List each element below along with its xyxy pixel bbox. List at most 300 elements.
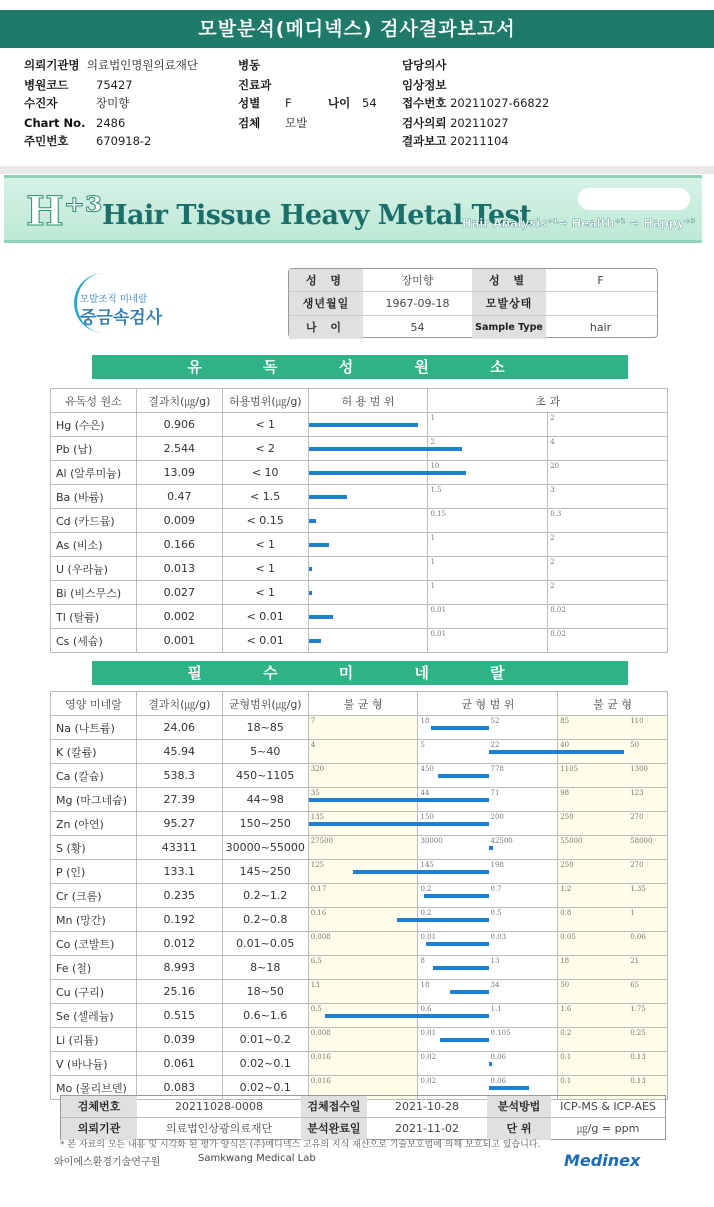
toxic-value: 2.544	[136, 437, 222, 461]
mineral-element: Cu (구리)	[51, 980, 137, 1004]
toxic-value: 0.906	[136, 413, 222, 437]
toxic-tick-2: 0.02	[550, 630, 566, 638]
mineral-value: 0.515	[136, 1004, 222, 1028]
rep-label: 결과보고	[402, 134, 447, 148]
mineral-tick: 18	[420, 981, 430, 989]
mineral-low-cell	[308, 764, 418, 788]
mineral-h-value: 결과치(㎍/g)	[136, 692, 222, 716]
mineral-row	[51, 956, 668, 980]
toxic-value: 0.027	[136, 581, 222, 605]
mineral-tick: 0.17	[310, 885, 327, 893]
toxic-excess-cell2	[548, 509, 668, 533]
mineral-tick: 50	[630, 741, 640, 749]
mineral-tick: 145	[420, 861, 434, 869]
mineral-tick: 13	[310, 981, 320, 989]
pt-dob: 1967-09-18	[385, 297, 450, 311]
mineral-tick: 0.1	[560, 1077, 572, 1085]
toxic-range: < 0.01	[222, 605, 308, 629]
mineral-low-cell	[308, 1004, 418, 1028]
samkwang-logo: Samkwang Medical Lab	[198, 1153, 316, 1164]
mineral-tick: 0.2	[560, 1029, 572, 1037]
toxic-allowed-cell	[308, 557, 428, 581]
toxic-excess-cell2	[548, 533, 668, 557]
mineral-tick: 0.02	[420, 1053, 437, 1061]
mineral-result-bar	[450, 990, 489, 994]
toxic-allowed-cell	[308, 413, 428, 437]
mineral-result-bar	[325, 1014, 489, 1018]
mineral-low-cell	[308, 1028, 418, 1052]
mineral-result-bar	[433, 966, 489, 970]
toxic-excess-cell2	[548, 581, 668, 605]
mineral-value: 0.012	[136, 932, 222, 956]
mineral-tick: 1.6	[560, 1005, 572, 1013]
mineral-high-cell	[558, 1028, 668, 1052]
mineral-row	[51, 1052, 668, 1076]
result-sheet	[2, 175, 702, 1190]
f-done-label: 분석완료일	[301, 1118, 367, 1140]
copyright-note: * 본 자료의 모든 내용 및 시각화 된 평가 양식은 (주)메디넥스 고유의 지식 재산으로 기술보호법에 의해 보호되고 있습니다.	[60, 1140, 541, 1150]
pt-type: hair	[589, 320, 612, 334]
mineral-element: Cr (크롬)	[51, 884, 137, 908]
toxic-range: < 1	[222, 557, 308, 581]
mineral-tick: 0.105	[490, 1029, 511, 1037]
mineral-range: 150~250	[222, 812, 308, 836]
mineral-table	[50, 691, 668, 1100]
toxic-element: Tl (탈륨)	[51, 605, 137, 629]
mineral-tick: 55000	[560, 837, 583, 845]
mineral-range: 0.01~0.05	[222, 932, 308, 956]
mineral-high-cell	[558, 956, 668, 980]
pt-state	[546, 292, 655, 314]
toxic-excess-cell2	[548, 485, 668, 509]
mineral-result-bar	[489, 1086, 529, 1090]
toxic-tick-2: 2	[550, 534, 555, 542]
toxic-range: < 10	[222, 461, 308, 485]
separator	[0, 166, 714, 174]
toxic-allowed-cell	[308, 485, 428, 509]
mineral-h-range: 균형범위(㎍/g)	[222, 692, 308, 716]
recv-value: 20211027-66822	[450, 96, 550, 110]
mineral-low-cell	[308, 932, 418, 956]
toxic-tick-2: 4	[550, 438, 555, 446]
toxic-h-element: 유독성 원소	[51, 389, 137, 413]
mineral-tick: 0.06	[490, 1077, 507, 1085]
mineral-tick: 30000	[420, 837, 443, 845]
toxic-excess-cell2	[548, 629, 668, 653]
toxic-element: Al (알루미늄)	[51, 461, 137, 485]
toxic-tick-1: 1.5	[430, 486, 442, 494]
mineral-result-bar	[438, 774, 489, 778]
mineral-tick: 125	[310, 861, 325, 869]
toxic-row	[51, 437, 668, 461]
toxic-element: Hg (수은)	[51, 413, 137, 437]
toxic-result-bar	[309, 615, 333, 619]
mineral-value: 0.083	[136, 1076, 222, 1100]
mineral-tick: 450	[420, 765, 434, 773]
pt-name: 장미향	[401, 274, 434, 287]
toxic-result-bar	[309, 639, 321, 643]
mineral-tick: 270	[630, 813, 644, 821]
mineral-tick: 0.008	[310, 1029, 331, 1037]
toxic-excess-cell	[428, 557, 548, 581]
mineral-h-balanced: 균 형 범 위	[418, 692, 558, 716]
toxic-tick-1: 1	[430, 414, 435, 422]
toxic-tick-2: 2	[550, 414, 555, 422]
sex-value: F	[285, 96, 292, 110]
toxic-h-value: 결과치(㎍/g)	[136, 389, 222, 413]
mineral-row	[51, 836, 668, 860]
toxic-row	[51, 485, 668, 509]
mineral-result-bar	[489, 1062, 492, 1066]
mineral-tick: 1.1	[490, 1005, 502, 1013]
mineral-element: V (바나듐)	[51, 1052, 137, 1076]
toxic-tick-1: 0.15	[430, 510, 447, 518]
toxic-row	[51, 629, 668, 653]
toxic-value: 0.009	[136, 509, 222, 533]
toxic-tick-2: 2	[550, 558, 555, 566]
report-title: 모발분석(메디넥스) 검사결과보고서	[0, 10, 714, 48]
mineral-tick: 0.008	[310, 933, 331, 941]
mineral-range: 30000~55000	[222, 836, 308, 860]
toxic-allowed-cell	[308, 581, 428, 605]
ys-logo: 와이에스환경기술연구원	[54, 1157, 161, 1168]
mineral-tick: 5	[420, 741, 425, 749]
ward-label: 병동	[238, 58, 261, 72]
toxic-result-bar	[309, 471, 466, 475]
toxic-tick-2: 3	[550, 486, 555, 494]
f-org: 의료법인상광의료재단	[165, 1122, 273, 1135]
mineral-value: 0.192	[136, 908, 222, 932]
toxic-tick-1: 0.01	[430, 630, 447, 638]
toxic-row	[51, 509, 668, 533]
mineral-tick: 98	[560, 789, 570, 797]
mineral-tick: 1.75	[630, 1005, 646, 1013]
mineral-value: 27.39	[136, 788, 222, 812]
mineral-high-cell	[558, 1004, 668, 1028]
mineral-tick: 0.05	[560, 933, 576, 941]
mineral-low-cell	[308, 908, 418, 932]
toxic-allowed-cell	[308, 461, 428, 485]
footer-table	[60, 1095, 666, 1140]
toxic-allowed-cell	[308, 509, 428, 533]
toxic-tick-1: 2	[430, 438, 435, 446]
inst-value: 의료법인명원의료재단	[86, 58, 198, 72]
mineral-row	[51, 740, 668, 764]
toxic-result-bar	[309, 591, 312, 595]
f-unit: ㎍/g = ppm	[576, 1122, 640, 1135]
toxic-excess-cell2	[548, 413, 668, 437]
mineral-high-cell	[558, 812, 668, 836]
toxic-element: U (우라늄)	[51, 557, 137, 581]
mineral-low-cell	[308, 980, 418, 1004]
toxic-excess-cell2	[548, 557, 668, 581]
mineral-tick: 0.5	[310, 1005, 322, 1013]
mineral-high-cell	[558, 788, 668, 812]
req-label: 검사의뢰	[402, 116, 447, 130]
mineral-tick: 58000	[630, 837, 653, 845]
pt-type-label: Sample Type	[472, 316, 546, 339]
mineral-element: Mg (마그네슘)	[51, 788, 137, 812]
mineral-tick: 0.13	[630, 1053, 646, 1061]
mineral-tick: 22	[490, 741, 500, 749]
toxic-tick-1: 0.01	[430, 606, 447, 614]
code-value: 75427	[96, 78, 133, 92]
chart-value: 2486	[96, 116, 126, 130]
toxic-value: 0.47	[136, 485, 222, 509]
toxic-excess-cell2	[548, 605, 668, 629]
recv-label: 접수번호	[402, 96, 447, 110]
toxic-result-bar	[309, 423, 418, 427]
toxic-result-bar	[309, 519, 316, 523]
mineral-result-bar	[489, 846, 494, 850]
patient-label: 수진자	[24, 96, 58, 110]
toxic-allowed-cell	[308, 437, 428, 461]
toxic-excess-cell	[428, 509, 548, 533]
toxic-h-allowed: 허 용 범 위	[308, 389, 428, 413]
f-no: 20211028-0008	[175, 1100, 263, 1113]
mineral-tick: 0.06	[630, 933, 646, 941]
toxic-excess-cell	[428, 413, 548, 437]
mineral-result-bar	[353, 870, 488, 874]
mineral-element: P (인)	[51, 860, 137, 884]
mineral-row	[51, 716, 668, 740]
mineral-tick: 250	[560, 861, 574, 869]
toxic-tick-1: 1	[430, 558, 435, 566]
toxic-excess-cell2	[548, 437, 668, 461]
mineral-range: 8~18	[222, 956, 308, 980]
mineral-result-bar	[309, 798, 489, 802]
mineral-range: 44~98	[222, 788, 308, 812]
mineral-range: 0.2~1.2	[222, 884, 308, 908]
toxic-value: 0.013	[136, 557, 222, 581]
mineral-range: 0.2~0.8	[222, 908, 308, 932]
toxic-tick-2: 0.02	[550, 606, 566, 614]
toxic-value: 0.002	[136, 605, 222, 629]
toxic-range: < 1	[222, 413, 308, 437]
mineral-value: 0.039	[136, 1028, 222, 1052]
mineral-low-cell	[308, 956, 418, 980]
mineral-row	[51, 1028, 668, 1052]
toxic-result-bar	[309, 447, 462, 451]
toxic-tick-1: 1	[430, 582, 435, 590]
chart-label: Chart No.	[24, 116, 86, 130]
toxic-range: < 0.01	[222, 629, 308, 653]
toxic-value: 0.001	[136, 629, 222, 653]
pt-age: 54	[410, 320, 425, 334]
mineral-element: Co (코발트)	[51, 932, 137, 956]
mineral-tick: 0.25	[630, 1029, 646, 1037]
mineral-range: 5~40	[222, 740, 308, 764]
mineral-tick: 0.5	[490, 909, 502, 917]
mineral-tick: 1300	[630, 765, 649, 773]
mineral-tick: 71	[490, 789, 500, 797]
mineral-value: 8.993	[136, 956, 222, 980]
mineral-element: Mn (망간)	[51, 908, 137, 932]
mineral-tick: 0.13	[630, 1077, 646, 1085]
banner-title: Hair Tissue Heavy Metal Test	[102, 200, 532, 231]
mineral-low-cell	[308, 836, 418, 860]
pt-name-label: 성 명	[289, 269, 363, 291]
mineral-element: Se (셀레늄)	[51, 1004, 137, 1028]
banner	[4, 175, 702, 243]
mineral-range: 0.02~0.1	[222, 1076, 308, 1100]
mineral-tick: 1	[630, 909, 635, 917]
kids-logo-line1: 모발조직 미네랄	[80, 294, 148, 305]
mineral-value: 0.235	[136, 884, 222, 908]
toxic-element: Ba (바륨)	[51, 485, 137, 509]
mineral-value: 133.1	[136, 860, 222, 884]
mineral-tick: 0.16	[310, 909, 327, 917]
h3-logo: H⁺³	[26, 188, 103, 235]
mineral-tick: 200	[490, 813, 504, 821]
mineral-range: 0.6~1.6	[222, 1004, 308, 1028]
mineral-tick: 0.7	[490, 885, 502, 893]
mineral-section-title: 필 수 미 네 랄	[92, 661, 628, 685]
toxic-allowed-cell	[308, 533, 428, 557]
spec-label: 검체	[238, 116, 261, 130]
mineral-element: Zn (아연)	[51, 812, 137, 836]
f-unit-label: 단 위	[487, 1118, 551, 1140]
mineral-range: 145~250	[222, 860, 308, 884]
mineral-value: 25.16	[136, 980, 222, 1004]
report-info	[0, 52, 714, 164]
mineral-tick: 0.016	[310, 1077, 331, 1085]
kids-logo-line2: 중금속검사	[80, 308, 163, 328]
toxic-value: 13.09	[136, 461, 222, 485]
mineral-tick: 1.35	[630, 885, 646, 893]
mineral-tick: 35	[310, 789, 320, 797]
toxic-element: As (비소)	[51, 533, 137, 557]
mineral-row	[51, 932, 668, 956]
mineral-tick: 0.02	[420, 1077, 437, 1085]
mineral-result-bar	[397, 918, 489, 922]
mineral-tick: 27500	[310, 837, 333, 845]
req-value: 20211027	[450, 116, 509, 130]
f-method: ICP-MS & ICP-AES	[560, 1100, 656, 1113]
mineral-range: 0.02~0.1	[222, 1052, 308, 1076]
pt-age-label: 나 이	[289, 316, 363, 339]
mineral-tick: 320	[310, 765, 325, 773]
mineral-high-cell	[558, 716, 668, 740]
pt-sex: F	[597, 274, 604, 287]
toxic-row	[51, 605, 668, 629]
f-no-label: 검체번호	[61, 1096, 137, 1117]
mineral-tick: 42500	[490, 837, 513, 845]
mineral-result-bar	[489, 750, 624, 754]
mineral-row	[51, 1004, 668, 1028]
mineral-tick: 110	[630, 717, 644, 725]
mineral-tick: 198	[490, 861, 504, 869]
mineral-tick: 34	[490, 981, 500, 989]
rep-value: 20211104	[450, 134, 509, 148]
toxic-tick-2: 20	[550, 462, 560, 470]
mineral-tick: 18	[420, 717, 430, 725]
mineral-low-cell	[308, 740, 418, 764]
toxic-row	[51, 581, 668, 605]
mineral-high-cell	[558, 764, 668, 788]
mineral-h-high: 불 균 형	[558, 692, 668, 716]
mineral-tick: 250	[560, 813, 574, 821]
inst-label: 의뢰기관명	[24, 58, 80, 72]
mineral-range: 18~85	[222, 716, 308, 740]
toxic-tick-1: 10	[430, 462, 440, 470]
toxic-row	[51, 413, 668, 437]
toxic-row	[51, 461, 668, 485]
mineral-tick: 0.8	[560, 909, 572, 917]
f-done: 2021-11-02	[395, 1122, 459, 1135]
banner-subtitle: Hair Analysis⁺¹→ Health⁺² → Happy⁺³	[462, 216, 696, 230]
toxic-element: Cs (세슘)	[51, 629, 137, 653]
mineral-high-cell	[558, 860, 668, 884]
mineral-element: S (황)	[51, 836, 137, 860]
mineral-row	[51, 788, 668, 812]
toxic-section-title: 유 독 성 원 소	[92, 355, 628, 379]
mineral-result-bar	[426, 942, 489, 946]
toxic-excess-cell	[428, 605, 548, 629]
mineral-high-cell	[558, 836, 668, 860]
jumin-label: 주민번호	[24, 134, 69, 148]
mineral-element: Mo (몰리브덴)	[51, 1076, 137, 1100]
banner-pill	[578, 188, 690, 210]
mineral-tick: 0.06	[490, 1053, 507, 1061]
mineral-value: 0.061	[136, 1052, 222, 1076]
mineral-tick: 40	[560, 741, 570, 749]
mineral-tick: 135	[310, 813, 325, 821]
mineral-low-cell	[308, 884, 418, 908]
mineral-element: Fe (철)	[51, 956, 137, 980]
mineral-row	[51, 908, 668, 932]
mineral-tick: 4	[310, 741, 316, 749]
toxic-allowed-cell	[308, 605, 428, 629]
mineral-element: Ca (칼슘)	[51, 764, 137, 788]
mineral-high-cell	[558, 932, 668, 956]
clinic-label: 임상정보	[402, 78, 447, 92]
mineral-tick: 123	[630, 789, 644, 797]
mineral-tick: 65	[630, 981, 640, 989]
toxic-excess-cell	[428, 629, 548, 653]
toxic-excess-cell	[428, 533, 548, 557]
toxic-tick-2: 0.3	[550, 510, 562, 518]
mineral-tick: 44	[420, 789, 430, 797]
mineral-tick: 0.2	[420, 909, 432, 917]
toxic-row	[51, 533, 668, 557]
toxic-result-bar	[309, 543, 329, 547]
toxic-range: < 1	[222, 581, 308, 605]
mineral-range: 18~50	[222, 980, 308, 1004]
toxic-element: Bi (비스무스)	[51, 581, 137, 605]
toxic-range: < 2	[222, 437, 308, 461]
mineral-low-cell	[308, 812, 418, 836]
mineral-value: 43311	[136, 836, 222, 860]
f-method-label: 분석방법	[487, 1096, 551, 1117]
mineral-tick: 0.6	[420, 1005, 432, 1013]
mineral-tick: 0.03	[490, 933, 507, 941]
mineral-tick: 1105	[560, 765, 579, 773]
toxic-result-bar	[309, 567, 312, 571]
code-label: 병원코드	[24, 78, 69, 92]
f-org-label: 의뢰기관	[61, 1118, 137, 1140]
mineral-low-cell	[308, 860, 418, 884]
mineral-tick: 1.2	[560, 885, 572, 893]
toxic-tick-2: 2	[550, 582, 555, 590]
mineral-high-cell	[558, 884, 668, 908]
mineral-range: 0.01~0.2	[222, 1028, 308, 1052]
age-label: 나이	[328, 96, 351, 110]
mineral-tick: 7	[310, 717, 316, 725]
toxic-range: < 1	[222, 533, 308, 557]
mineral-tick: 0.1	[560, 1053, 572, 1061]
mineral-result-bar	[309, 822, 489, 826]
